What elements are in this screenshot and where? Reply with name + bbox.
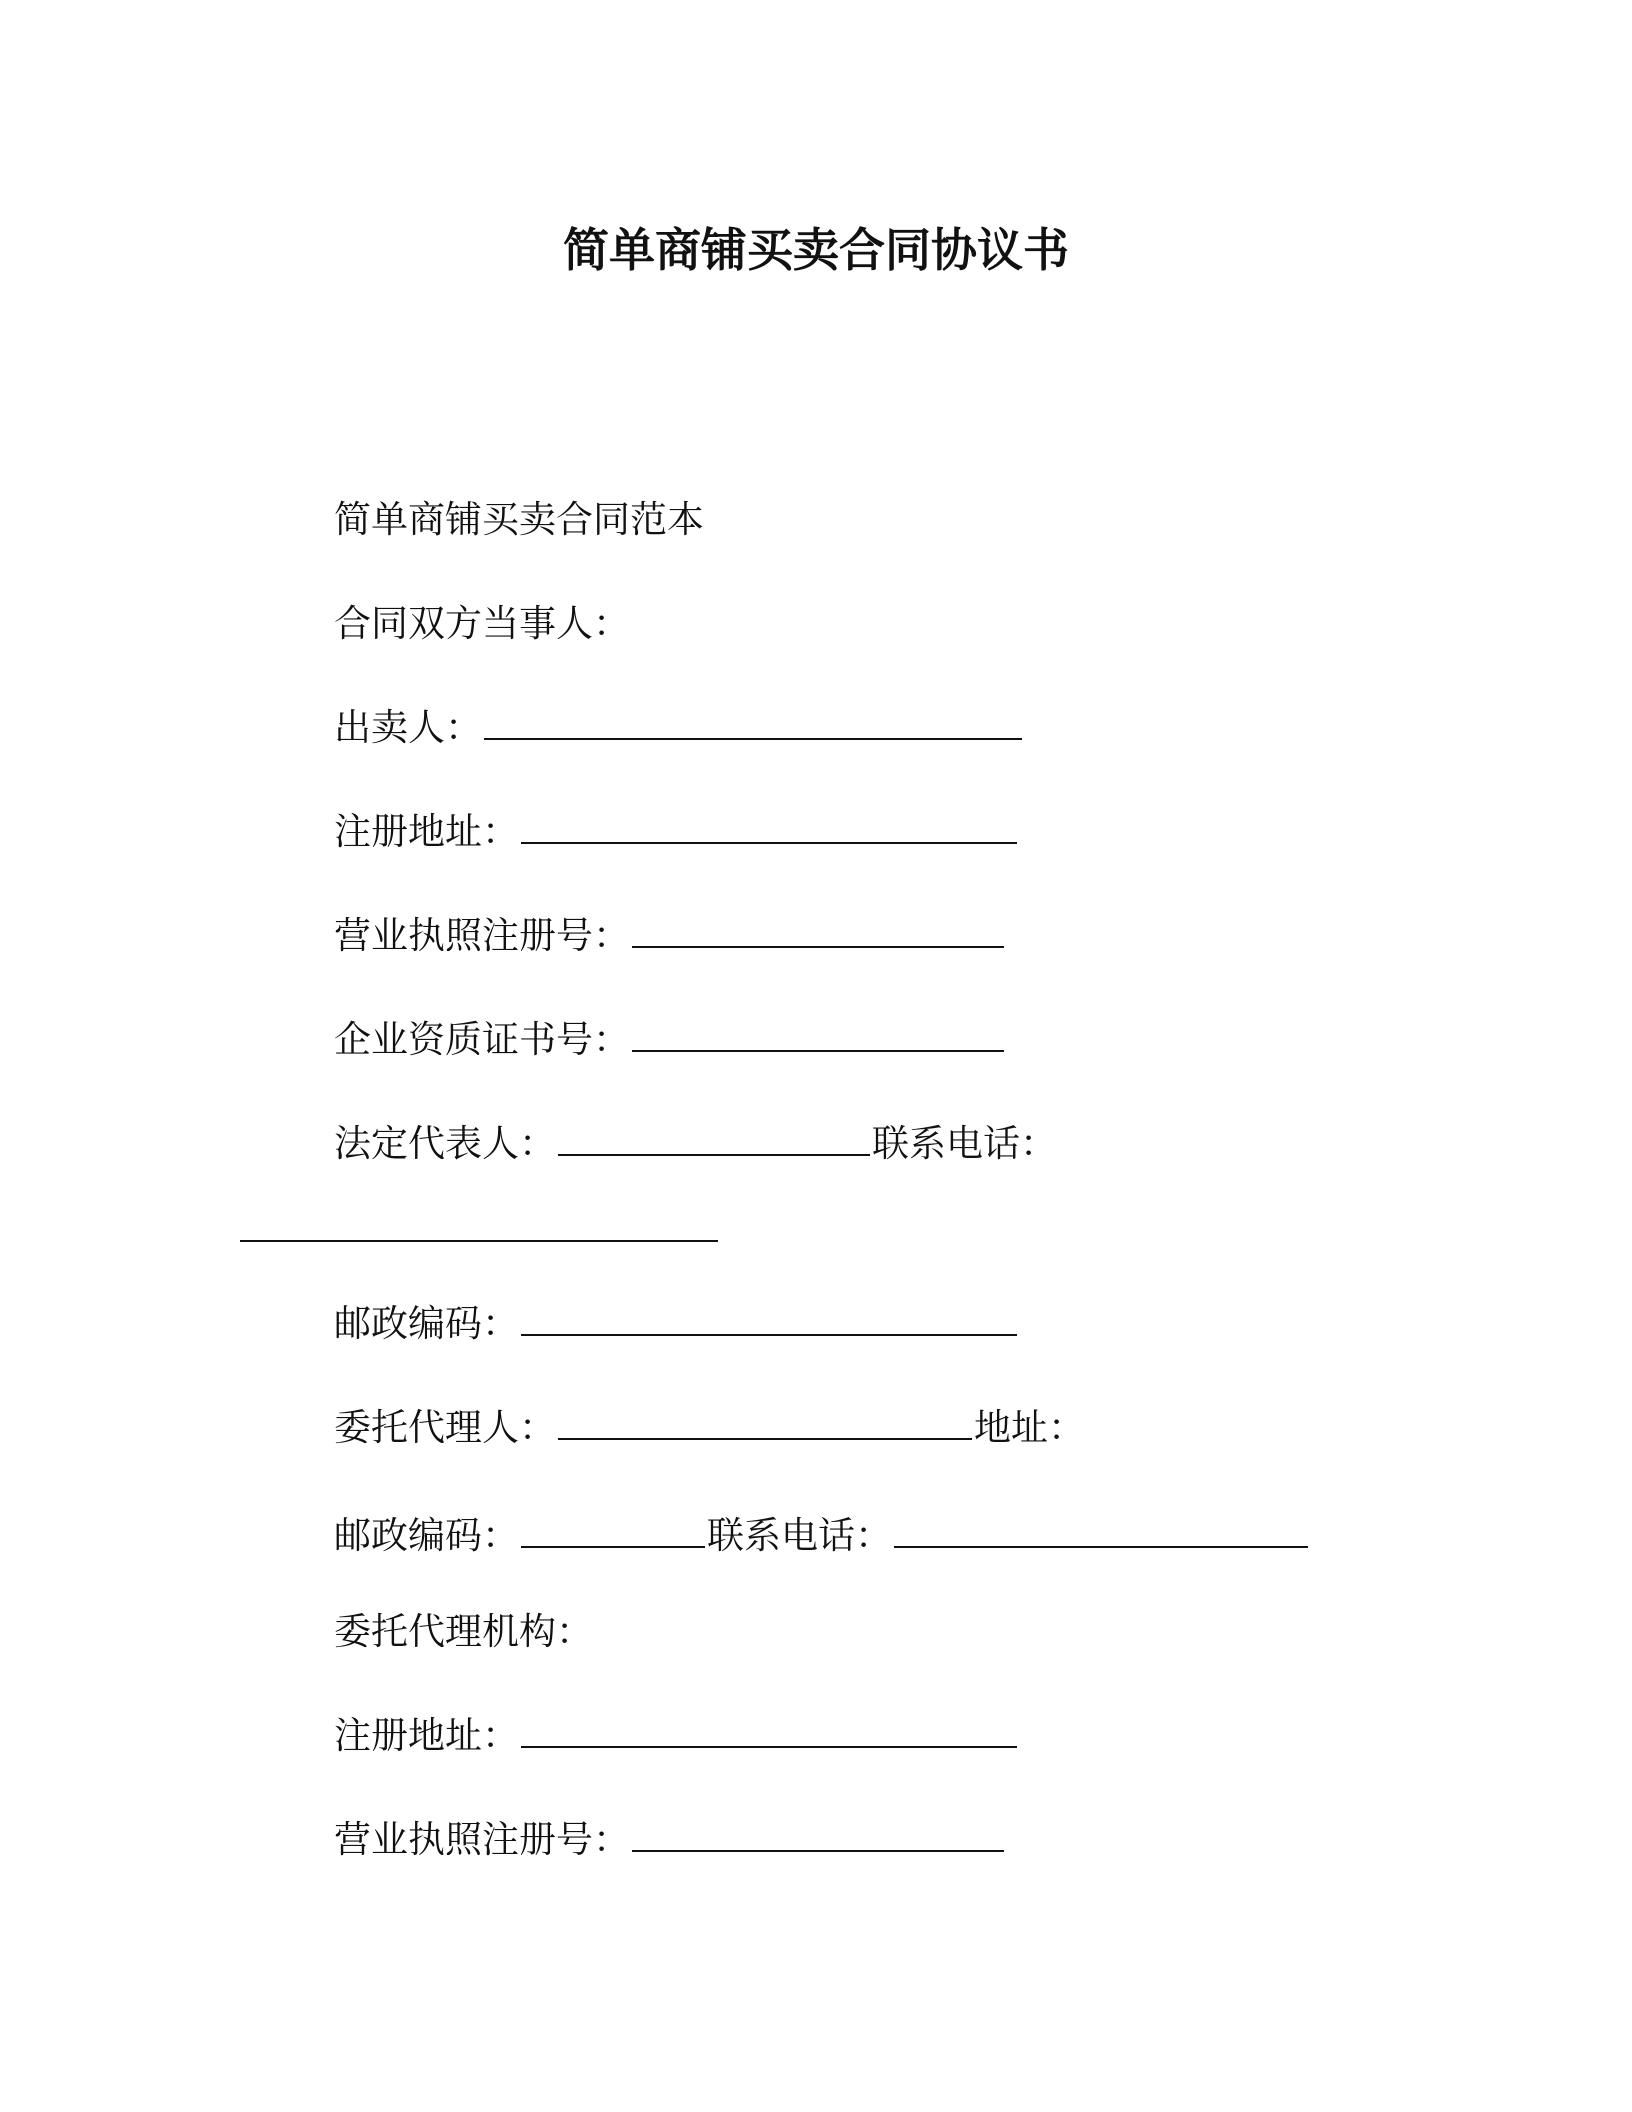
- document-subtitle: 简单商铺买卖合同范本: [334, 498, 704, 541]
- seller-label: 出卖人：: [334, 706, 482, 749]
- seller-row: [334, 702, 1024, 754]
- seller-qualification-row: [334, 1014, 1006, 1066]
- seller-address-row: [334, 806, 1019, 858]
- legal-rep-phone-blank[interactable]: [240, 1212, 718, 1242]
- seller-license-row: [334, 910, 1006, 962]
- legal-rep-phone-continuation: [240, 1204, 718, 1256]
- agent-phone-label: 联系电话：: [707, 1514, 892, 1557]
- agent-postal-blank[interactable]: [521, 1518, 705, 1548]
- agency-license-blank[interactable]: [632, 1822, 1004, 1852]
- seller-qualification-blank[interactable]: [632, 1022, 1004, 1052]
- agent-address-label: 地址：: [974, 1406, 1085, 1449]
- agency-address-row: [334, 1710, 1019, 1762]
- agent-label: 委托代理人：: [334, 1406, 556, 1449]
- legal-rep-blank[interactable]: [558, 1126, 870, 1156]
- postal-code-label: 邮政编码：: [334, 1302, 519, 1345]
- seller-address-label: 注册地址：: [334, 810, 519, 853]
- legal-rep-phone-label: 联系电话：: [872, 1122, 1057, 1165]
- agent-contact-row: [334, 1510, 1310, 1562]
- seller-address-blank[interactable]: [521, 814, 1017, 844]
- legal-rep-row: [334, 1118, 1057, 1170]
- agency-license-row: [334, 1814, 1006, 1866]
- agent-row: [334, 1402, 1085, 1454]
- seller-license-blank[interactable]: [632, 918, 1004, 948]
- postal-code-row: [334, 1298, 1019, 1350]
- parties-heading: 合同双方当事人：: [334, 602, 630, 645]
- agent-blank[interactable]: [558, 1410, 972, 1440]
- seller-license-label: 营业执照注册号：: [334, 914, 630, 957]
- agency-license-label: 营业执照注册号：: [334, 1818, 630, 1861]
- agency-address-label: 注册地址：: [334, 1714, 519, 1757]
- legal-rep-label: 法定代表人：: [334, 1122, 556, 1165]
- agency-address-blank[interactable]: [521, 1718, 1017, 1748]
- agent-postal-label: 邮政编码：: [334, 1514, 519, 1557]
- seller-qualification-label: 企业资质证书号：: [334, 1018, 630, 1061]
- document-title: 简单商铺买卖合同协议书: [563, 223, 1069, 277]
- agent-phone-blank[interactable]: [894, 1518, 1308, 1548]
- postal-code-blank[interactable]: [521, 1306, 1017, 1336]
- seller-blank[interactable]: [484, 710, 1022, 740]
- agency-label: 委托代理机构：: [334, 1610, 593, 1653]
